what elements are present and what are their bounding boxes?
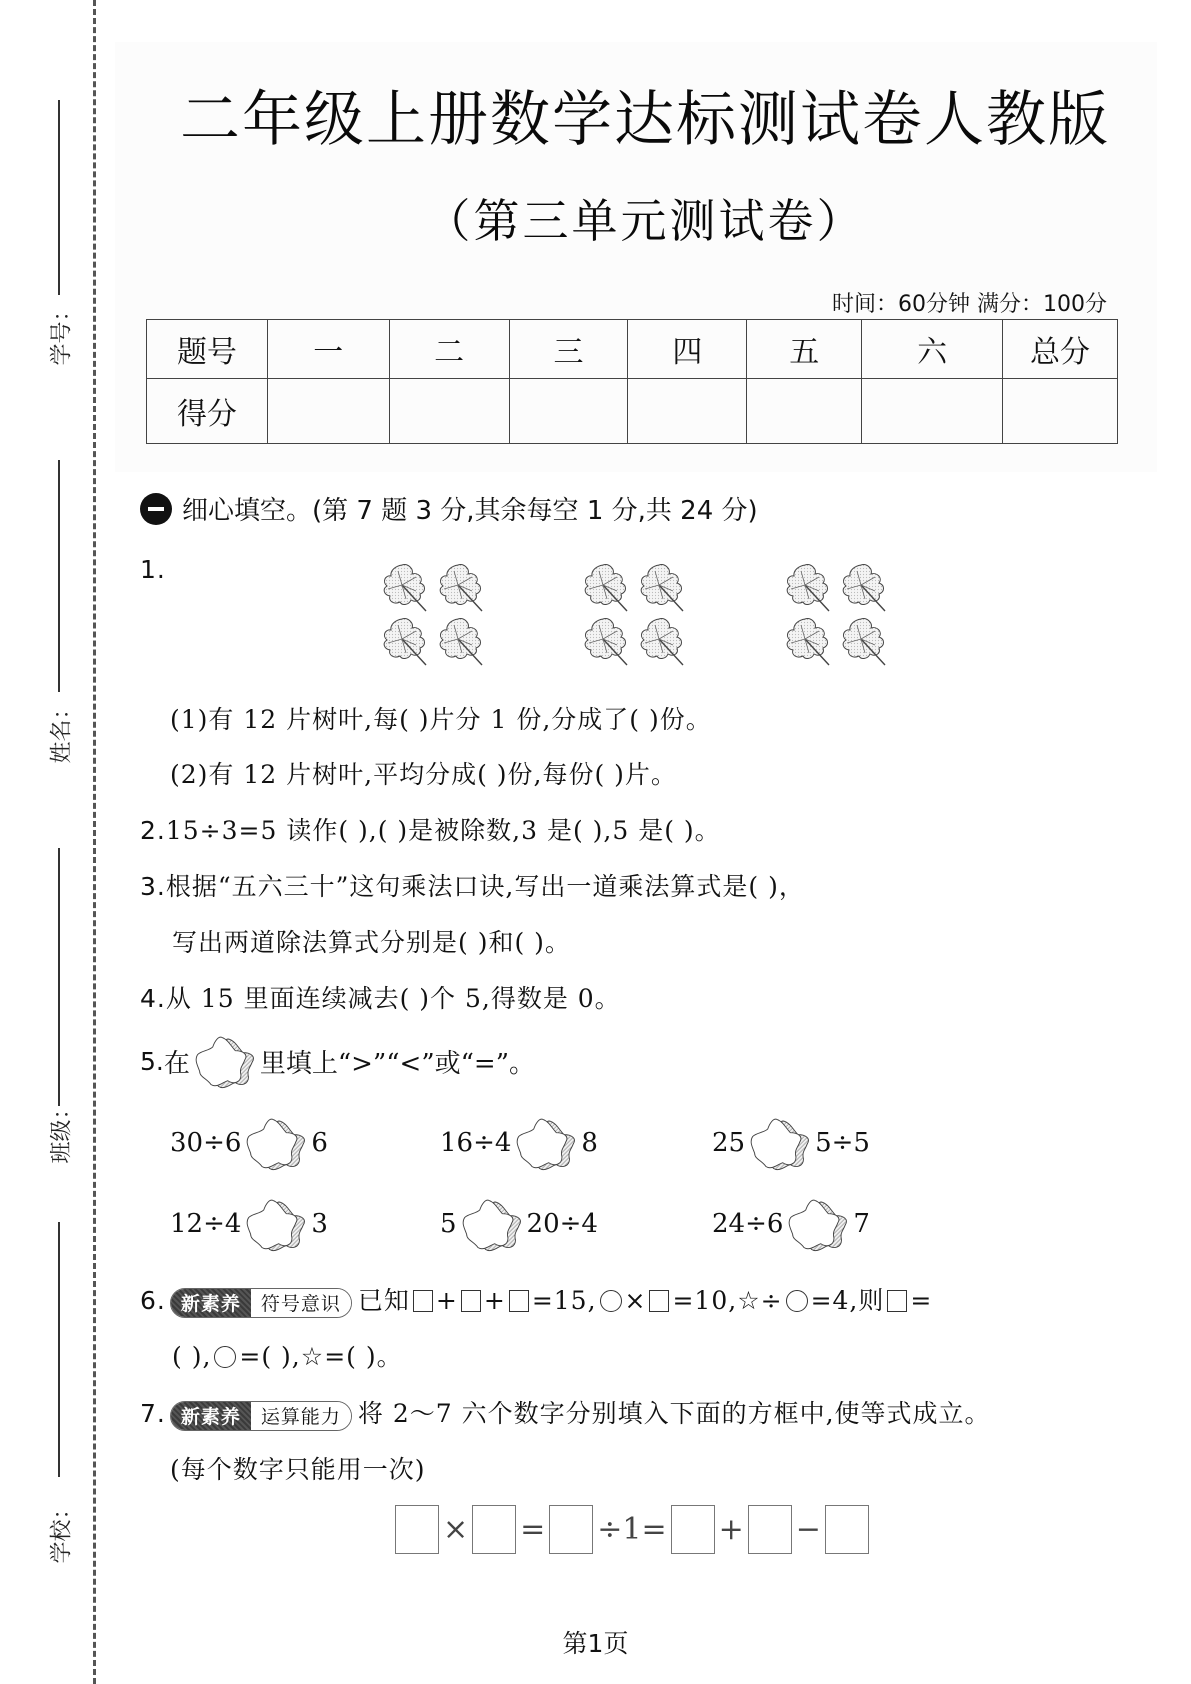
q7-tag-skill: 运算能力: [251, 1402, 351, 1430]
q5-prompt: [140, 1030, 535, 1092]
q5-item-1-right: 6: [311, 1128, 328, 1158]
equals-sign: =: [520, 1512, 546, 1547]
q1-number: 1.: [140, 555, 166, 584]
q5-item-5: [440, 1193, 598, 1255]
q4-text: 从 15 里面连续减去( )个 5,得数是 0。: [165, 984, 621, 1013]
leaf-icon: [376, 615, 430, 667]
leaf-icon: [432, 615, 486, 667]
equals-sign: =: [910, 1286, 933, 1315]
q7-answer-box-6[interactable]: [825, 1505, 869, 1554]
q7-tag-category: 新素养: [171, 1402, 251, 1430]
score-table: [146, 319, 1118, 444]
name-write-line[interactable]: [58, 460, 60, 692]
score-cell-6[interactable]: [862, 379, 1003, 444]
q6-eq-c: =4,则: [810, 1286, 885, 1315]
section-1-heading: [140, 490, 758, 527]
score-table-score-row: [147, 379, 1118, 444]
student-id-write-line[interactable]: [58, 100, 60, 295]
section-1-title: 细心填空。(第 7 题 3 分,其余每空 1 分,共 24 分): [182, 496, 758, 526]
leaf-icon: [633, 615, 687, 667]
star-answer-slot-icon[interactable]: [515, 1112, 577, 1174]
leaf-icon: [432, 561, 486, 613]
q4-number: 4.: [140, 984, 166, 1013]
q6-line2: [172, 1337, 403, 1373]
q5-item-4-right: 3: [311, 1209, 328, 1239]
q2: [140, 811, 721, 847]
school-label: 学校：: [49, 1497, 75, 1564]
star-symbol-icon: ☆: [737, 1286, 761, 1315]
q3-number: 3.: [140, 872, 166, 901]
q5-item-2-right: 8: [581, 1128, 598, 1158]
q6-intro: 已知: [357, 1286, 410, 1315]
q7-answer-box-3[interactable]: [549, 1505, 593, 1554]
square-symbol-icon: [509, 1290, 529, 1312]
score-cell-total[interactable]: [1003, 379, 1118, 444]
q7-line1: [140, 1394, 991, 1431]
column-3: 三: [509, 320, 628, 379]
q7-tag: [170, 1401, 352, 1431]
q5-prefix: 在: [163, 1048, 190, 1079]
circle-symbol-icon: [786, 1290, 808, 1312]
star-symbol-icon: ☆: [300, 1342, 325, 1371]
q3-line2: 写出两道除法算式分别是( )和( )。: [172, 928, 571, 957]
q7-note: (每个数字只能用一次): [170, 1455, 426, 1484]
q7-answer-box-1[interactable]: [395, 1505, 439, 1554]
q5-item-4-left: 12÷4: [170, 1209, 242, 1239]
leaf-icon: [376, 561, 430, 613]
q5-item-2: [440, 1112, 598, 1174]
circle-symbol-icon: [214, 1346, 236, 1368]
q7-answer-box-5[interactable]: [748, 1505, 792, 1554]
leaf-icon: [577, 561, 631, 613]
score-table-header-row: [147, 320, 1118, 379]
name-label: 姓名：: [49, 697, 75, 764]
plus-sign: +: [483, 1286, 506, 1315]
q5-item-1: [170, 1112, 328, 1174]
q6-tag-skill: 符号意识: [251, 1289, 351, 1317]
q5-item-5-left: 5: [440, 1209, 457, 1239]
q6-number: 6.: [140, 1286, 166, 1315]
column-1: 一: [267, 320, 389, 379]
star-answer-slot-icon[interactable]: [461, 1193, 523, 1255]
leaf-group-2: [577, 561, 689, 669]
column-2: 二: [389, 320, 509, 379]
column-total: 总分: [1003, 320, 1118, 379]
star-shape-icon: [194, 1030, 256, 1092]
q7-number: 7.: [140, 1399, 166, 1428]
score-label: 得分: [147, 379, 268, 444]
q5-number: 5.: [140, 1046, 164, 1076]
q6-answer-square: ( ),: [172, 1342, 212, 1371]
student-id-label: 学号：: [49, 299, 75, 366]
q2-text: 15÷3=5 读作( ),( )是被除数,3 是( ),5 是( )。: [165, 816, 721, 845]
star-answer-slot-icon[interactable]: [749, 1112, 811, 1174]
column-4: 四: [628, 320, 747, 379]
q5-item-6-left: 24÷6: [712, 1209, 784, 1239]
plus-sign: +: [718, 1512, 744, 1547]
score-cell-3[interactable]: [509, 379, 628, 444]
q5-item-3-left: 25: [712, 1128, 746, 1158]
q7-answer-box-2[interactable]: [472, 1505, 516, 1554]
q5-item-1-left: 30÷6: [170, 1128, 242, 1158]
q7-text: 将 2～7 六个数字分别填入下面的方框中,使等式成立。: [357, 1399, 991, 1428]
q5-item-6-right: 7: [853, 1209, 870, 1239]
leaf-icon: [577, 615, 631, 667]
q1-sub2: (2)有 12 片树叶,平均分成( )份,每份( )片。: [170, 760, 677, 789]
leaf-icon: [835, 615, 889, 667]
q4: [140, 979, 621, 1015]
circle-symbol-icon: [600, 1290, 622, 1312]
leaf-icon: [633, 561, 687, 613]
q2-number: 2.: [140, 816, 166, 845]
score-cell-1[interactable]: [267, 379, 389, 444]
q5-item-4: [170, 1193, 328, 1255]
star-answer-slot-icon[interactable]: [245, 1112, 307, 1174]
q6-eq-a: =15,: [531, 1286, 597, 1315]
exam-time-score-info: 时间：60分钟 满分：100分: [832, 292, 1107, 317]
leaf-group-1: [376, 561, 488, 669]
q7-equation: [395, 1505, 869, 1554]
q6-answer-star: =( )。: [324, 1342, 403, 1371]
plus-sign: +: [435, 1286, 458, 1315]
q5-suffix: 里填上“>”“<”或“=”。: [259, 1048, 535, 1079]
times-sign: ×: [624, 1286, 647, 1315]
leaf-icon: [835, 561, 889, 613]
q6-eq-b: =10,: [672, 1286, 738, 1315]
score-cell-4[interactable]: [628, 379, 747, 444]
q6-tag-category: 新素养: [171, 1289, 251, 1317]
class-write-line[interactable]: [58, 848, 60, 1106]
score-cell-2[interactable]: [389, 379, 509, 444]
q5-item-2-left: 16÷4: [440, 1128, 512, 1158]
q5-item-3-right: 5÷5: [815, 1128, 870, 1158]
q7-answer-box-4[interactable]: [671, 1505, 715, 1554]
square-symbol-icon: [649, 1290, 669, 1312]
score-cell-5[interactable]: [747, 379, 862, 444]
school-write-line[interactable]: [58, 1222, 60, 1477]
leaf-icon: [779, 615, 833, 667]
q6-tag: [170, 1288, 352, 1318]
page-subtitle: （第三单元测试卷）: [424, 194, 866, 248]
square-symbol-icon: [413, 1290, 433, 1312]
star-answer-slot-icon[interactable]: [245, 1193, 307, 1255]
q5-item-6: [712, 1193, 870, 1255]
square-symbol-icon: [461, 1290, 481, 1312]
q6-line1: [140, 1281, 932, 1318]
q5-item-5-right: 20÷4: [526, 1209, 598, 1239]
number-one-circle-icon: [140, 493, 172, 525]
q6-answer-circle: =( ),: [239, 1342, 301, 1371]
divide-sign: ÷: [760, 1286, 783, 1315]
q5-item-3: [712, 1112, 870, 1174]
column-5: 五: [747, 320, 862, 379]
leaf-icon: [779, 561, 833, 613]
column-6: 六: [862, 320, 1003, 379]
q3-line1: [140, 867, 805, 903]
minus-sign: −: [795, 1512, 821, 1547]
page-title: 二年级上册数学达标测试卷人教版: [180, 85, 1110, 155]
star-answer-slot-icon[interactable]: [787, 1193, 849, 1255]
q1-sub1: (1)有 12 片树叶,每( )片分 1 份,分成了( )份。: [170, 705, 712, 734]
square-symbol-icon: [887, 1290, 907, 1312]
times-sign: ×: [443, 1512, 469, 1547]
binding-cut-line: [93, 0, 96, 1684]
page-number: 第1页: [562, 1629, 629, 1658]
question-number-label: 题号: [147, 320, 268, 379]
divide-one-equals: ÷1=: [597, 1512, 667, 1547]
class-label: 班级：: [49, 1097, 75, 1164]
leaf-group-3: [779, 561, 891, 669]
q3-text-1: 根据“五六三十”这句乘法口诀,写出一道乘法算式是( )，: [165, 872, 805, 901]
